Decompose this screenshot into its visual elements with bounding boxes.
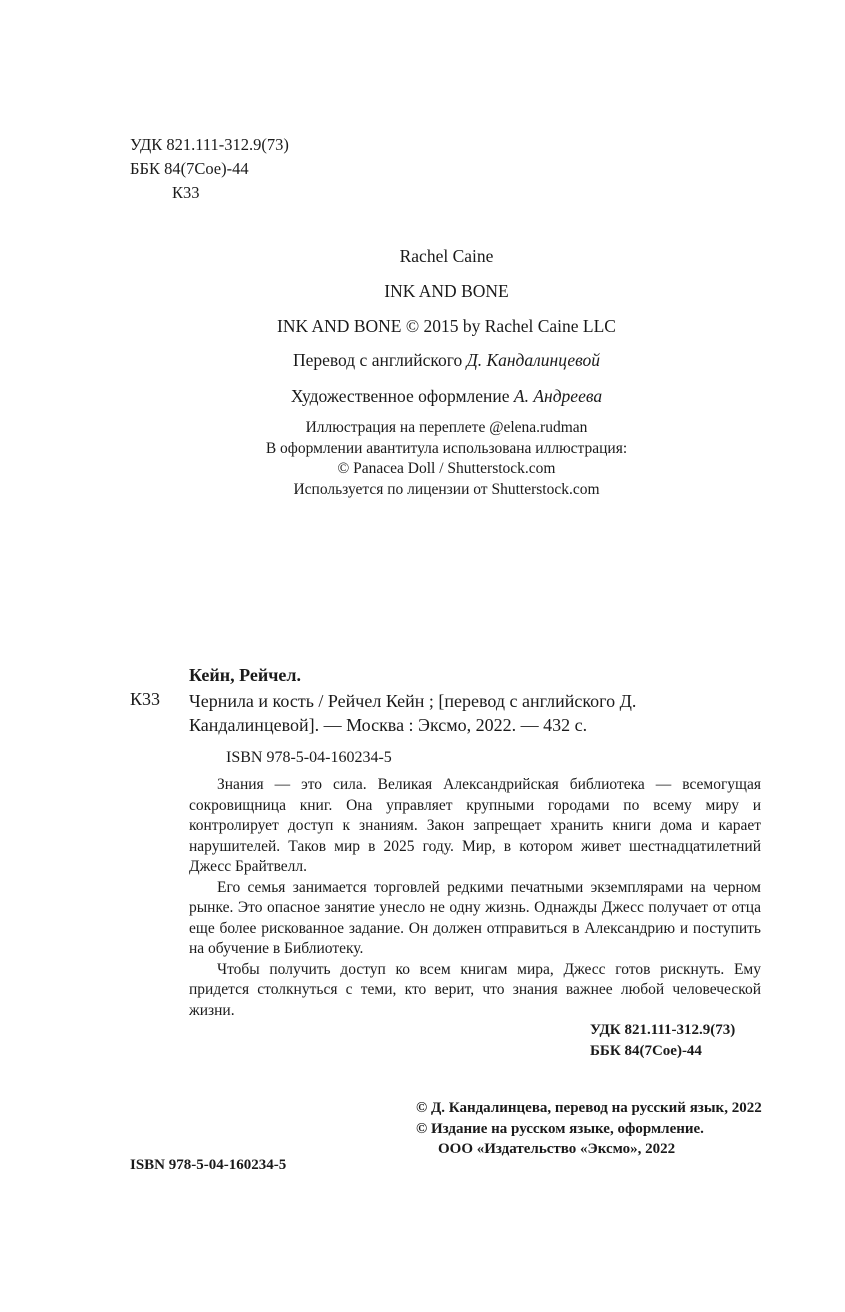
illustration-credits xyxy=(0,418,845,500)
annotation-paragraph: Чтобы получить доступ ко всем книгам мира, Джесс готов рискнуть. Ему придется столкнуться с теми, кто верит, что знания важнее любой человеческой жизни. xyxy=(189,960,761,1019)
translator-name: Д. Кандалинцевой xyxy=(466,350,601,370)
copyright-edition xyxy=(416,1119,766,1160)
designer-name: А. Андреева xyxy=(513,386,603,406)
footer-isbn: ISBN 978-5-04-160234-5 xyxy=(130,1157,287,1173)
bibliographic-mark: К33 xyxy=(130,689,161,709)
annotation xyxy=(189,775,761,1021)
translation-label: Перевод с английского xyxy=(292,350,463,370)
illustration-line: Используется по лицензии от Shutterstock.com xyxy=(293,480,600,498)
footer-codes xyxy=(590,1020,735,1061)
design-label: Художественное оформление xyxy=(290,386,510,406)
footer-bbk: ББК 84(7Сое)-44 xyxy=(590,1042,702,1059)
isbn-line: ISBN 978-5-04-160234-5 xyxy=(226,749,392,766)
bbk-code: ББК 84(7Сое)-44 xyxy=(130,159,249,178)
annotation-paragraph: Его семья занимается торговлей редкими печатными экземплярами на черном рынке. Это опасное занятие унесло не одну жизнь. Однажды Джесс получает от отца еще более рискованное задание. Он должен отправиться в Александрию и поступить на обучение в Библиотеку. xyxy=(189,878,761,957)
illustration-line: © Panacea Doll / Shutterstock.com xyxy=(337,460,556,477)
bibliographic-description: Чернила и кость / Рейчел Кейн ; [перевод с английского Д. Кандалинцевой]. — Москва : Эксмо, 2022. — 432 с. xyxy=(189,691,637,735)
udk-code: УДК 821.111-312.9(73) xyxy=(130,135,289,154)
copyright-translation: © Д. Кандалинцева, перевод на русский язык, 2022 xyxy=(416,1100,762,1116)
copyright-edition-line: ООО «Издательство «Эксмо», 2022 xyxy=(438,1141,676,1157)
footer-udk: УДК 821.111-312.9(73) xyxy=(590,1022,736,1038)
illustration-line: Иллюстрация на переплете @elena.rudman xyxy=(305,419,588,436)
copyright-block xyxy=(416,1098,766,1160)
author-en: Rachel Caine xyxy=(399,246,494,266)
design-credit xyxy=(0,386,845,407)
illustration-line: В оформлении авантитула использована иллюстрация: xyxy=(265,439,628,457)
author-mark: К33 xyxy=(172,183,200,202)
translation-credit xyxy=(0,350,845,371)
author-heading: Кейн, Рейчел. xyxy=(189,665,301,685)
title-en: INK AND BONE xyxy=(384,281,509,301)
annotation-paragraph: Знания — это сила. Великая Александрийская библиотека — всемогущая сокровищница книг. Она управляет крупными городами по всему миру и контролирует доступ к знаниям. Закон запрещает хранить книги дома и карает нарушителей. Таков мир в 2025 году. Мир, в котором живет шестнадцатилетний Джесс Брайтвелл. xyxy=(189,776,761,875)
copyright-edition-line: © Издание на русском языке, оформление. xyxy=(416,1120,704,1137)
classification-codes xyxy=(130,133,289,205)
copyright-en: INK AND BONE © 2015 by Rachel Caine LLC xyxy=(277,316,616,336)
